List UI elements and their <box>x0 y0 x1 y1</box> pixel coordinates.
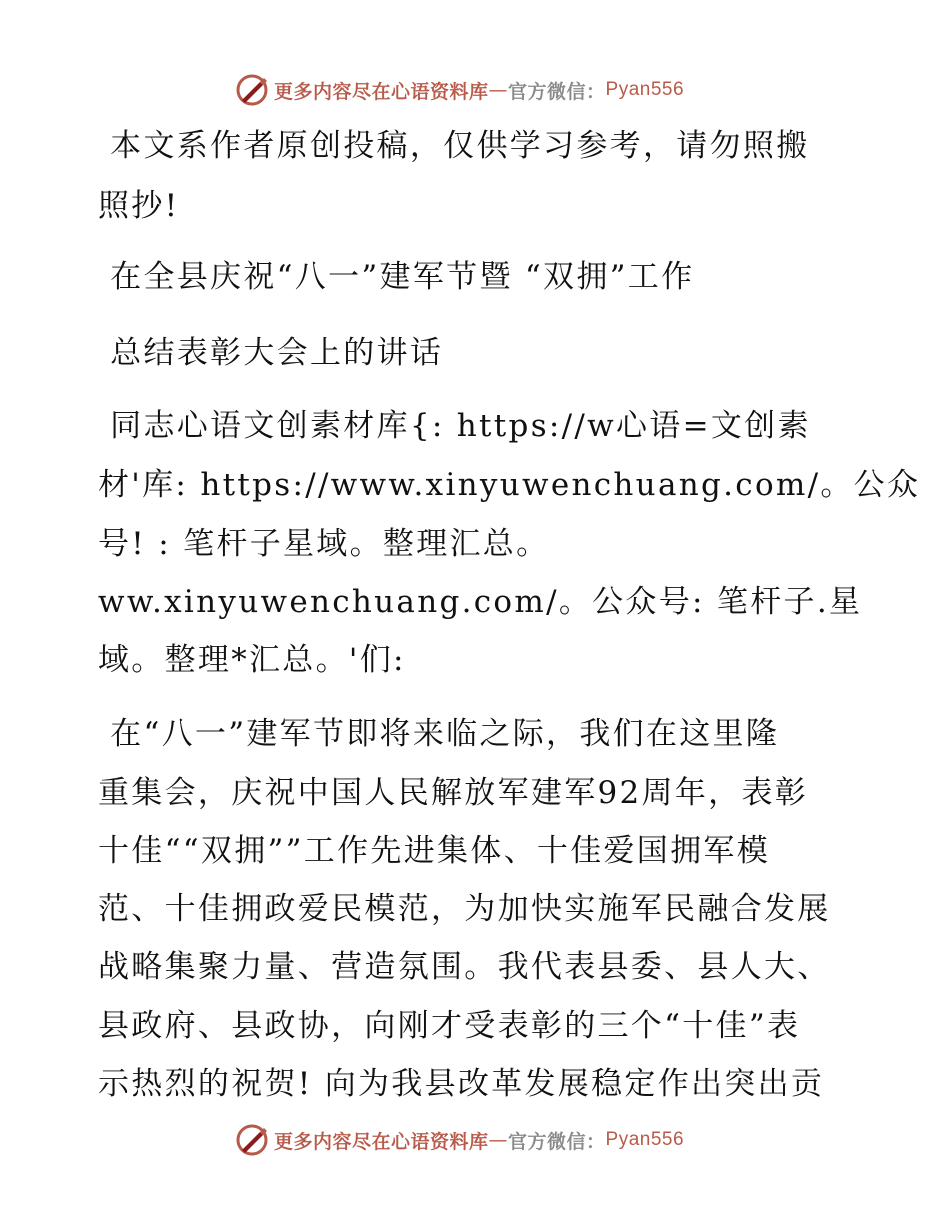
watermark-dash: — <box>488 79 509 101</box>
text-line: 范、十佳拥政爱民模范，为加快实施军民融合发展 <box>98 891 831 927</box>
text-line: 照抄! <box>98 188 180 224</box>
watermark-text: 更多内容尽在心语资料库 <box>274 80 489 103</box>
text-line: 十佳““双拥””工作先进集体、十佳爱国拥军模 <box>98 833 770 869</box>
watermark-label: 官方微信： <box>508 80 606 103</box>
pen-logo-icon <box>234 1122 270 1158</box>
text-line: 同志心语文创素材库{: https://w心语=文创素 <box>98 408 811 444</box>
text-line: ww.xinyuwenchuang.com/。公众号: 笔杆子.星 <box>98 584 863 620</box>
pen-logo-icon <box>234 72 270 108</box>
watermark-wechat-id: Pyan556 <box>605 1129 685 1150</box>
document-title: 在全县庆祝“八一”建军节暨 “双拥”工作 <box>98 259 695 295</box>
text-line: 号! : 笔杆子星域。整理汇总。 <box>98 526 550 562</box>
watermark-dash: — <box>488 1129 509 1151</box>
watermark-label: 官方微信： <box>508 1130 606 1153</box>
watermark-wechat-id: Pyan556 <box>605 79 685 100</box>
text-line: 在“八一”建军节即将来临之际，我们在这里隆 <box>98 716 780 752</box>
text-line: 战略集聚力量、营造氛围。我代表县委、县人大、 <box>98 949 831 985</box>
watermark-text: 更多内容尽在心语资料库 <box>274 1130 489 1153</box>
text-line: 材'库: https://www.xinyuwenchuang.com/。公众 <box>98 467 921 503</box>
text-line: 县政府、县政协，向刚才受表彰的三个“十佳”表 <box>98 1008 801 1044</box>
header-watermark <box>234 72 684 108</box>
text-line: 重集会，庆祝中国人民解放军建军92周年，表彰 <box>98 775 809 811</box>
text-line: 本文系作者原创投稿，仅供学习参考，请勿照搬 <box>98 128 810 164</box>
document-subtitle: 总结表彰大会上的讲话 <box>98 335 444 371</box>
footer-watermark <box>234 1122 684 1158</box>
text-line: 域。整理*汇总。'们: <box>98 642 406 678</box>
text-line: 示热烈的祝贺! 向为我县改革发展稳定作出突出贡 <box>98 1066 825 1102</box>
